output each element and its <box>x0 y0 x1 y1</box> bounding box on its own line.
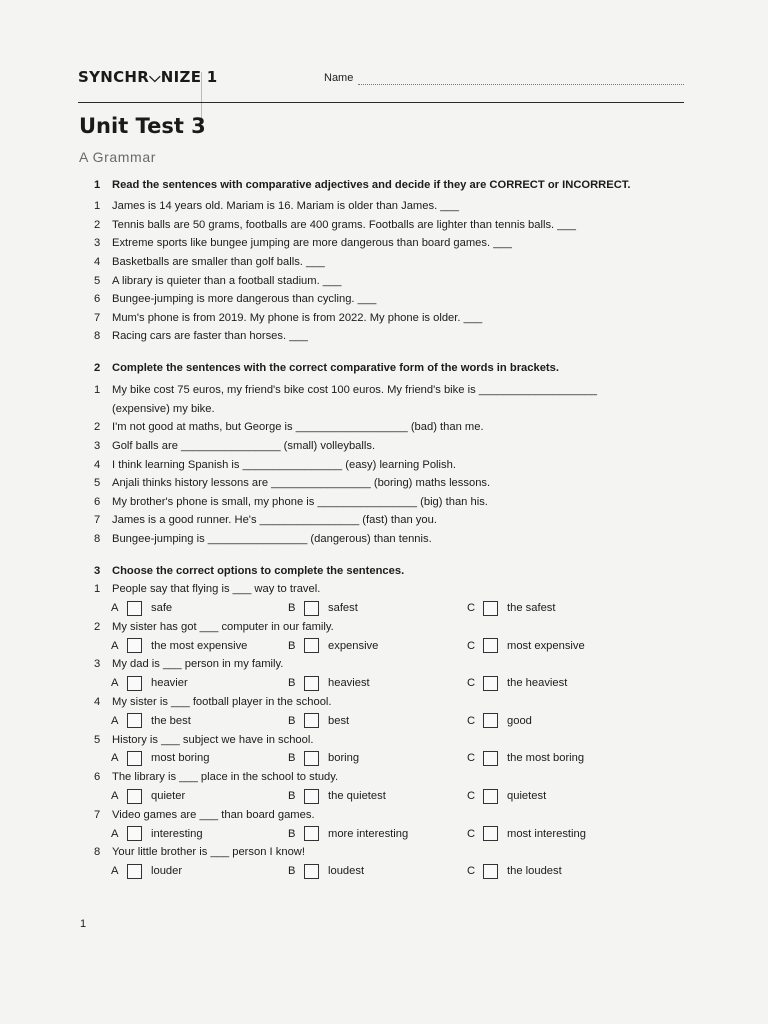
checkbox[interactable] <box>304 676 319 691</box>
list-item: 3 Extreme sports like bungee jumping are more dangerous than board games. ___ <box>94 237 512 250</box>
checkbox[interactable] <box>483 789 498 804</box>
brand-logo: SYNCHR⌵NIZE 1 <box>78 68 218 86</box>
question: 6 The library is ___ place in the school to study. <box>94 771 339 784</box>
checkbox[interactable] <box>304 826 319 841</box>
option-a[interactable]: A safe <box>111 602 173 615</box>
list-item: 5 Anjali thinks history lessons are ________________ (boring) maths lessons. <box>94 477 491 490</box>
option-c[interactable]: C the safest <box>467 602 556 615</box>
question: 8 Your little brother is ___ person I know! <box>94 846 305 859</box>
option-c[interactable]: C the loudest <box>467 865 562 878</box>
list-item-continuation: (expensive) my bike. <box>112 402 215 415</box>
option-a[interactable]: A the best <box>111 714 191 727</box>
page-header <box>78 68 684 103</box>
option-a[interactable]: A interesting <box>111 827 203 840</box>
task-instruction: Choose the correct options to complete the sentences. <box>112 565 405 577</box>
option-b[interactable]: B heaviest <box>288 677 370 690</box>
option-row <box>94 749 694 768</box>
option-row <box>94 862 694 881</box>
checkbox[interactable] <box>483 826 498 841</box>
option-row <box>94 787 694 806</box>
list-item: 4 I think learning Spanish is ________________ (easy) learning Polish. <box>94 458 456 471</box>
option-row <box>94 824 694 843</box>
task-number: 1 <box>94 179 101 191</box>
list-item: 3 Golf balls are ________________ (small) volleyballs. <box>94 440 376 453</box>
name-label: Name <box>324 72 354 84</box>
task-2 <box>94 359 694 548</box>
option-row <box>94 599 694 618</box>
checkbox[interactable] <box>304 789 319 804</box>
option-b[interactable]: B more interesting <box>288 827 409 840</box>
list-item: 6 Bungee-jumping is more dangerous than cycling. ___ <box>94 293 377 306</box>
question: 7 Video games are ___ than board games. <box>94 808 315 821</box>
task-instruction: Read the sentences with comparative adjectives and decide if they are CORRECT or INCORRECT. <box>112 179 631 191</box>
checkbox[interactable] <box>127 751 142 766</box>
page-title: Unit Test 3 <box>79 114 206 138</box>
list-item: 2 Tennis balls are 50 grams, footballs are 400 grams. Footballs are lighter than tennis balls. ___ <box>94 218 576 231</box>
checkbox[interactable] <box>483 601 498 616</box>
list-item: 1 My bike cost 75 euros, my friend's bike cost 100 euros. My friend's bike is ___________________ <box>94 384 597 397</box>
list-item: 1 James is 14 years old. Mariam is 16. Mariam is older than James. ___ <box>94 200 459 213</box>
checkbox[interactable] <box>127 789 142 804</box>
option-c[interactable]: C the most boring <box>467 752 585 765</box>
checkbox[interactable] <box>304 638 319 653</box>
option-a[interactable]: A heavier <box>111 677 188 690</box>
checkbox[interactable] <box>127 864 142 879</box>
checkbox[interactable] <box>483 676 498 691</box>
task-number: 2 <box>94 362 101 374</box>
option-b[interactable]: B expensive <box>288 639 379 652</box>
checkbox[interactable] <box>127 601 142 616</box>
checkbox[interactable] <box>127 713 142 728</box>
option-c[interactable]: C most interesting <box>467 827 586 840</box>
option-b[interactable]: B safest <box>288 602 358 615</box>
checkbox[interactable] <box>304 751 319 766</box>
list-item: 8 Racing cars are faster than horses. ___ <box>94 330 308 343</box>
list-item: 4 Basketballs are smaller than golf balls. ___ <box>94 256 325 269</box>
task-heading <box>94 562 694 580</box>
checkbox[interactable] <box>127 638 142 653</box>
checkbox[interactable] <box>127 676 142 691</box>
checkbox[interactable] <box>127 826 142 841</box>
checkbox[interactable] <box>304 713 319 728</box>
task-heading <box>94 359 694 377</box>
option-row <box>94 674 694 693</box>
option-c[interactable]: C good <box>467 714 532 727</box>
list-item: 8 Bungee-jumping is ________________ (dangerous) than tennis. <box>94 533 432 546</box>
checkbox[interactable] <box>483 751 498 766</box>
checkbox[interactable] <box>483 713 498 728</box>
option-c[interactable]: C quietest <box>467 790 547 803</box>
option-b[interactable]: B loudest <box>288 865 365 878</box>
option-c[interactable]: C most expensive <box>467 639 585 652</box>
option-row <box>94 711 694 730</box>
option-c[interactable]: C the heaviest <box>467 677 568 690</box>
option-a[interactable]: A most boring <box>111 752 210 765</box>
checkbox[interactable] <box>483 638 498 653</box>
question: 1 People say that flying is ___ way to travel. <box>94 583 321 596</box>
question: 3 My dad is ___ person in my family. <box>94 658 284 671</box>
option-b[interactable]: B boring <box>288 752 360 765</box>
task-heading <box>94 176 694 194</box>
task-3 <box>94 562 694 881</box>
list-item: 2 I'm not good at maths, but George is __________________ (bad) than me. <box>94 421 484 434</box>
name-field <box>324 72 684 84</box>
task-1 <box>94 176 694 346</box>
task-instruction: Complete the sentences with the correct comparative form of the words in brackets. <box>112 362 559 374</box>
checkbox[interactable] <box>304 864 319 879</box>
list-item: 7 Mum's phone is from 2019. My phone is from 2022. My phone is older. ___ <box>94 311 483 324</box>
question: 5 History is ___ subject we have in school. <box>94 733 314 746</box>
option-a[interactable]: A quieter <box>111 790 186 803</box>
question: 2 My sister has got ___ computer in our family. <box>94 620 334 633</box>
option-a[interactable]: A the most expensive <box>111 639 248 652</box>
list-item: 6 My brother's phone is small, my phone is ________________ (big) than his. <box>94 495 488 508</box>
list-item: 7 James is a good runner. He's ________________ (fast) than you. <box>94 514 437 527</box>
option-row <box>94 636 694 655</box>
question: 4 My sister is ___ football player in the school. <box>94 696 332 709</box>
checkbox[interactable] <box>304 601 319 616</box>
option-b[interactable]: B the quietest <box>288 790 386 803</box>
checkbox[interactable] <box>483 864 498 879</box>
section-title: A Grammar <box>79 149 156 165</box>
page-number: 1 <box>80 918 87 930</box>
option-b[interactable]: B best <box>288 714 350 727</box>
list-item: 5 A library is quieter than a football stadium. ___ <box>94 274 342 287</box>
option-a[interactable]: A louder <box>111 865 183 878</box>
task-number: 3 <box>94 565 101 577</box>
name-line <box>358 84 684 85</box>
